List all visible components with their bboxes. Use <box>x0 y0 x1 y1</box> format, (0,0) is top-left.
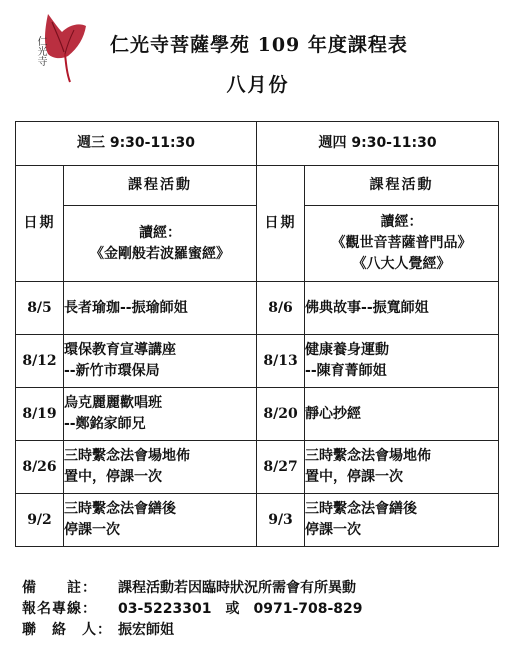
month-subtitle: 八月份 <box>226 74 290 96</box>
table-row <box>16 494 499 547</box>
wed-date: 8/5 <box>16 282 64 335</box>
activity-line: 靜心抄經 <box>305 405 362 422</box>
thu-date: 8/13 <box>257 335 305 388</box>
activity-line: --鄭銘家師兄 <box>64 416 146 432</box>
thu-sutra-label: 讀經： <box>380 214 423 230</box>
activity-line: 停課一次 <box>64 522 120 538</box>
thu-time-header: 週四 9:30-11:30 <box>257 122 499 166</box>
wed-sutra-label: 讀經： <box>139 224 181 241</box>
contact-row <box>22 620 502 641</box>
activity-line: 置中，停課一次 <box>64 469 162 485</box>
thu-date: 8/20 <box>257 388 305 441</box>
activity-line: 健康養身運動 <box>305 342 390 358</box>
note-key: 備 註： <box>22 580 97 596</box>
note-value: 課程活動若因臨時狀況所需會有所異動 <box>118 580 356 596</box>
activity-line: 長者瑜珈--振瑜師姐 <box>64 299 188 316</box>
wed-activity <box>64 335 257 388</box>
thu-date: 9/3 <box>257 494 305 547</box>
wed-date: 8/26 <box>16 441 64 494</box>
thu-date: 8/6 <box>257 282 305 335</box>
wed-activity <box>64 441 257 494</box>
signup-row <box>22 599 502 620</box>
activity-line: 佛典故事--振寬師姐 <box>305 299 429 316</box>
thu-activity <box>305 441 499 494</box>
signup-key: 報名專線： <box>22 601 97 617</box>
wed-sutra-title: 《金剛般若波羅蜜經》 <box>90 245 230 262</box>
thu-activity <box>305 335 499 388</box>
wed-activity <box>64 282 257 335</box>
wed-time-header: 週三 9:30-11:30 <box>16 122 257 166</box>
activity-line: 三時繫念法會場地佈 <box>64 448 190 464</box>
wed-activity <box>64 388 257 441</box>
thu-sutra-title-1: 《觀世音菩薩普門品》 <box>331 235 472 251</box>
schedule-table <box>15 121 499 547</box>
activity-line: 三時繫念法會場地佈 <box>305 448 432 464</box>
wed-date: 8/12 <box>16 335 64 388</box>
activity-line: 置中，停課一次 <box>305 469 404 485</box>
table-row <box>16 335 499 388</box>
wed-activity <box>64 494 257 547</box>
activity-line: --新竹市環保局 <box>64 363 160 379</box>
activity-line: 三時繫念法會繕後 <box>305 501 418 517</box>
contact-value: 振宏師姐 <box>118 622 174 638</box>
table-row <box>16 282 499 335</box>
thu-sutra-title-2: 《八大人覺經》 <box>352 256 451 272</box>
wed-date: 9/2 <box>16 494 64 547</box>
activity-line: 烏克麗麗歡唱班 <box>64 395 162 411</box>
thu-activity <box>305 494 499 547</box>
signup-phone: 03-5223301 或 0971-708-829 <box>118 601 363 617</box>
thu-activity <box>305 282 499 335</box>
page-title: 仁光寺菩薩學苑 109 年度課程表 <box>110 34 408 56</box>
activity-line: --陳育菁師姐 <box>305 363 387 379</box>
table-row <box>16 441 499 494</box>
contact-key: 聯 絡 人： <box>22 622 112 638</box>
activity-line: 環保教育宣導講座 <box>64 342 176 358</box>
wed-activity-label: 課程活動 <box>64 166 257 206</box>
activity-line: 停課一次 <box>305 522 362 538</box>
thu-date-label: 日期 <box>257 166 305 282</box>
thu-activity-label: 課程活動 <box>305 166 499 206</box>
table-row <box>16 388 499 441</box>
wed-date-label: 日期 <box>16 166 64 282</box>
thu-date: 8/27 <box>257 441 305 494</box>
time-header-row <box>16 122 499 166</box>
logo-text: 仁光寺 <box>35 36 46 66</box>
thu-activity <box>305 388 499 441</box>
activity-line: 三時繫念法會繕後 <box>64 501 176 517</box>
thu-sutra-cell <box>305 206 499 282</box>
note-row <box>22 578 502 599</box>
activity-header-row <box>16 166 499 206</box>
footer-notes <box>22 578 502 641</box>
wed-date: 8/19 <box>16 388 64 441</box>
wed-sutra-cell <box>64 206 257 282</box>
